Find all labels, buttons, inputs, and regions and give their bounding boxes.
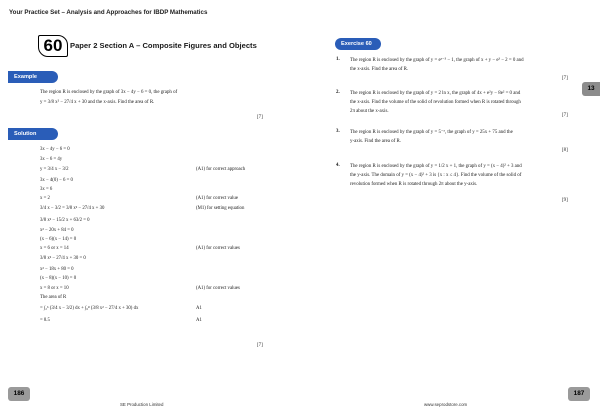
solution-step: x = 2 — [40, 196, 50, 201]
chapter-number-badge: 60 — [38, 35, 68, 57]
solution-tab: Solution — [8, 128, 58, 140]
solution-step: 3/8 x² − 27/4 x + 30 = 0 — [40, 256, 86, 261]
question-text: revolution formed when R is rotated through 2π about the y-axis. — [350, 182, 478, 187]
question-marks: [9] — [562, 198, 568, 203]
question-marks: [7] — [562, 76, 568, 81]
solution-step: 3/4 x − 3/2 = 3/8 x² − 27/4 x + 30 — [40, 206, 105, 211]
solution-step: 3/8 x² − 15/2 x + 63/2 = 0 — [40, 218, 90, 223]
solution-step-note: (M1) for setting equation — [196, 206, 245, 211]
example-tab: Example — [8, 71, 58, 83]
question-number: 3. — [336, 129, 340, 134]
solution-step: x = 8 or x = 10 — [40, 286, 69, 291]
solution-step: (x − 6)(x − 14) = 0 — [40, 237, 77, 242]
question-text: the y-axis. The domain of y = (x − 4)² + 3 is {x : x ≤ 4}. Find the volume of the solid of — [350, 173, 522, 178]
question-text: The region R is enclosed by the graph of y = 5⁻ˣ, the graph of y = 25x + 75 and the — [350, 130, 513, 135]
publisher-name: SE Production Limited — [120, 402, 164, 407]
question-text: the x-axis. Find the volume of the solid of revolution formed when R is rotated through — [350, 100, 521, 105]
solution-step: 3x = 6 — [40, 187, 53, 192]
question-text: y-axis. Find the area of R. — [350, 139, 401, 144]
question-text: The region R is enclosed by the graph of y = 1/2 x + 1, the graph of y = (x − 4)² + 3 and — [350, 164, 522, 169]
solution-step-note: (A1) for correct values — [196, 286, 240, 291]
question-marks: [7] — [562, 113, 568, 118]
exercise-tab: Exercise 60 — [335, 38, 381, 50]
solution-step: x = 6 or x = 14 — [40, 246, 69, 251]
left-page — [0, 0, 296, 420]
solution-step-note: A1 — [196, 318, 202, 323]
right-page-number: 187 — [568, 387, 590, 401]
solution-step: 3x − 4y − 6 = 0 — [40, 147, 70, 152]
question-marks: [8] — [562, 148, 568, 153]
solution-step: The area of R — [40, 295, 67, 300]
solution-step: = ∫₂⁶ (3/4 x − 3/2) dx + ∫₆⁸ (3/8 x² − 27/4 x + 30) dx — [40, 306, 139, 311]
question-text: the x-axis. Find the area of R. — [350, 67, 409, 72]
solution-step: 3x − 4(0) − 6 = 0 — [40, 178, 73, 183]
solution-step: = 8.5 — [40, 318, 50, 323]
example-marks: [7] — [257, 115, 263, 120]
solution-step: (x − 8)(x − 10) = 0 — [40, 276, 77, 281]
question-text: 2π about the x-axis. — [350, 109, 389, 114]
solution-step: y = 3/4 x − 3/2 — [40, 167, 69, 172]
question-number: 1. — [336, 57, 340, 62]
solution-step-note: (A1) for correct value — [196, 196, 238, 201]
website: www.seprodstore.com — [424, 402, 468, 407]
question-text: The region R is enclosed by the graph of y = eˣ⁻³ − 1, the graph of x + y − e³ − 2 = 0 and — [350, 58, 524, 63]
solution-step-note: (A1) for correct values — [196, 246, 240, 251]
question-text: The region R is enclosed by the graph of y = 2 ln x, the graph of 4x + e²y − 8e² = 0 and — [350, 91, 521, 96]
solution-step: x² − 20x + 84 = 0 — [40, 228, 74, 233]
running-head: Your Practice Set – Analysis and Approaches for IBDP Mathematics — [9, 9, 208, 16]
example-line-2: y = 3/8 x² − 27/4 x + 30 and the x-axis. Find the area of R. — [40, 100, 155, 105]
solution-step: x² − 18x + 80 = 0 — [40, 267, 74, 272]
chapter-side-tab[interactable]: 13 — [582, 82, 600, 96]
solution-step: 3x − 6 = 4y — [40, 157, 63, 162]
left-page-number: 186 — [8, 387, 30, 401]
example-line-1: The region R is enclosed by the graph of 3x − 4y − 6 = 0, the graph of — [40, 90, 178, 95]
question-number: 2. — [336, 90, 340, 95]
section-title: Paper 2 Section A – Composite Figures and Objects — [70, 41, 257, 50]
question-number: 4. — [336, 163, 340, 168]
solution-marks: [7] — [257, 343, 263, 348]
solution-step-note: A1 — [196, 306, 202, 311]
right-page — [300, 0, 600, 420]
solution-step-note: (A1) for correct approach — [196, 167, 246, 172]
